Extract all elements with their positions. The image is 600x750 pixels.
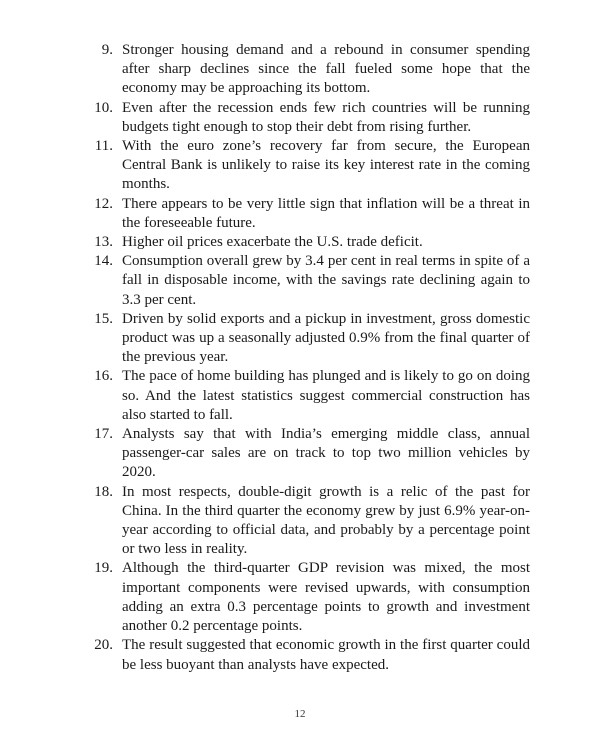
item-number: 12.: [94, 195, 113, 212]
item-number: 13.: [94, 234, 113, 251]
item-number: 15.: [94, 310, 113, 327]
sentence-list: [84, 41, 530, 675]
item-number: 19.: [94, 560, 113, 577]
item-text: In most respects, double-digit growth is a relic of the past for China. In the third quarter the economy grew by just 6.9% year-on-year according to official data, and probably by a percentage point or two less in reality.: [122, 483, 530, 558]
item-number: 16.: [94, 368, 113, 385]
list-item: [84, 137, 530, 195]
list-item: [84, 252, 530, 310]
item-text: The result suggested that economic growth in the first quarter could be less buoyant than analysts have expected.: [122, 637, 530, 673]
item-text: Although the third-quarter GDP revision was mixed, the most important components were revised upwards, with consumption adding an extra 0.3 percentage points to growth and investment another 0.2 percentage points.: [122, 560, 530, 635]
list-item: [84, 195, 530, 233]
item-text: There appears to be very little sign that inflation will be a threat in the foreseeable future.: [122, 195, 530, 231]
list-item: [84, 636, 530, 674]
list-item: [84, 41, 530, 99]
item-text: Analysts say that with India’s emerging middle class, annual passenger-car sales are on track to top two million vehicles by 2020.: [122, 426, 530, 481]
item-number: 10.: [94, 99, 113, 116]
list-item: [84, 367, 530, 425]
item-number: 11.: [94, 138, 113, 155]
item-text: Higher oil prices exacerbate the U.S. trade deficit.: [122, 234, 423, 251]
item-text: With the euro zone’s recovery far from secure, the European Central Bank is unlikely to raise its key interest rate in the coming months.: [122, 138, 530, 193]
item-number: 17.: [94, 426, 113, 443]
item-number: 14.: [94, 253, 113, 270]
item-number: 9.: [101, 42, 113, 58]
list-item: [84, 559, 530, 636]
item-text: The pace of home building has plunged and is likely to go on doing so. And the latest statistics suggest commercial construction has also started to fall.: [122, 368, 530, 423]
list-item: [84, 233, 530, 252]
item-text: Even after the recession ends few rich countries will be running budgets tight enough to stop their debt from rising further.: [122, 99, 530, 135]
item-text: Consumption overall grew by 3.4 per cent in real terms in spite of a fall in disposable income, with the savings rate declining again to 3.3 per cent.: [122, 253, 530, 308]
item-text: Stronger housing demand and a rebound in consumer spending after sharp declines since the fall fueled some hope that the economy may be approaching its bottom.: [122, 42, 530, 97]
list-item: [84, 310, 530, 368]
page-number: 12: [294, 708, 306, 720]
list-item: [84, 99, 530, 137]
list-item: [84, 483, 530, 560]
list-item: [84, 425, 530, 483]
item-text: Driven by solid exports and a pickup in investment, gross domestic product was up a seasonally adjusted 0.9% from the final quarter of the previous year.: [122, 310, 530, 366]
item-number: 20.: [94, 637, 113, 654]
item-number: 18.: [94, 483, 113, 500]
